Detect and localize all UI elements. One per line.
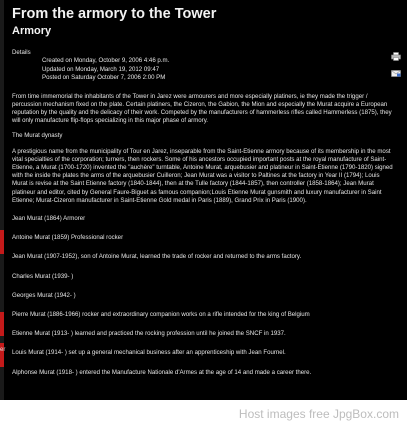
print-icon[interactable] [391, 48, 401, 57]
sidebar-tab[interactable] [0, 312, 4, 336]
details-label: Details [12, 49, 31, 56]
list-item: Georges Murat (1942- ) [12, 291, 76, 299]
list-item: Louis Murat (1914- ) set up a general mechanical business after an apprenticeship with Jean Fournel. [12, 349, 286, 357]
footer-watermark: Host images free JpgBox.com [238, 407, 399, 421]
list-item: Pierre Murat (1886-1966) rocker and extraordinary companion works on a rifle intended for the king of Belgium [12, 311, 310, 319]
cropped-sidebar-text: er [0, 347, 6, 353]
article-meta [42, 57, 396, 82]
section-heading: The Murat dynasty [12, 132, 63, 140]
list-item: Antoine Murat (1859) Professional rocker [12, 234, 124, 242]
left-sidebar-strip [0, 0, 4, 400]
updated-date: Updated on Monday, March 19, 2012 09:47 [42, 65, 160, 73]
article-paragraph: From time immemorial the inhabitants of the Tower in Jarez were armourers and more especially platiners, ie they made the trigger / percussion mechanism fixed on the plate. Certain platiners, the Cizeron, the Gabion, the Mion and especially the Murat acquire a European reputation by the quality and the delicacy of their work. Competed by the manufacturers of hammerless rifles called Hammerless (1875), they will only manufacture flip-flops specializing in this major phase of armory. [12, 92, 392, 125]
footer-bar [0, 400, 407, 430]
created-date: Created on Monday, October 9, 2006 4:46 p.m. [42, 57, 170, 65]
list-item: Jean Murat (1864) Armorer [12, 215, 86, 223]
email-icon[interactable] [391, 65, 401, 74]
list-item: Etienne Murat (1913- ) learned and practiced the rocking profession until he joined the SNCF in 1937. [12, 330, 286, 338]
list-item: Charles Murat (1939- ) [12, 272, 74, 280]
article-actions [391, 48, 403, 82]
list-item: Jean Murat (1907-1952), son of Antoine Murat, learned the trade of rocker and returned to the arms factory. [12, 253, 302, 261]
article-content [12, 6, 396, 388]
posted-date: Posted on Saturday October 7, 2006 2:00 PM [42, 74, 166, 82]
page-title: From the armory to the Tower [12, 6, 217, 22]
sidebar-tab[interactable] [0, 230, 4, 254]
article-paragraph: A prestigious name from the municipality of Tour en Jarez, inseparable from the Saint-Etienne armory because of its membership in the most vital specialties of the corporation; turners, then rockers. Some of his ancestors occupied important posts at the royal manufacture of Saint-Etienne, a Murat (1700-1720) invented the "auchère" turntable, Antoine Murat, arquebusier and platineur in Saint-Etienne (1790-1820) signed with the inside the plates the arms of the arquebusier Cuilleron; Jean Murat was a visitor to Paltines at the factory in Year II (1794); Louis Murat is revise at the Saint Etienne factory (1840-1844), then at the Tulle factory (1844-1857), then controller (1858-1864); Jean Murat platineur and editor, cited by General Faure-Biguet as famous companion;Louis Etienne Murat gunsmith and luxury manufacturer in Saint Etienne; Murat-Cizeron manufacturer in Saint-Etienne Gold medal in Paris (1889), Grand Prix in Paris (1900). [12, 147, 393, 204]
list-item: Alphonse Murat (1918- ) entered the Manufacture Nationale d'Armes at the age of 14 and made a career there. [12, 368, 312, 376]
article-subtitle: Armory [12, 25, 52, 37]
